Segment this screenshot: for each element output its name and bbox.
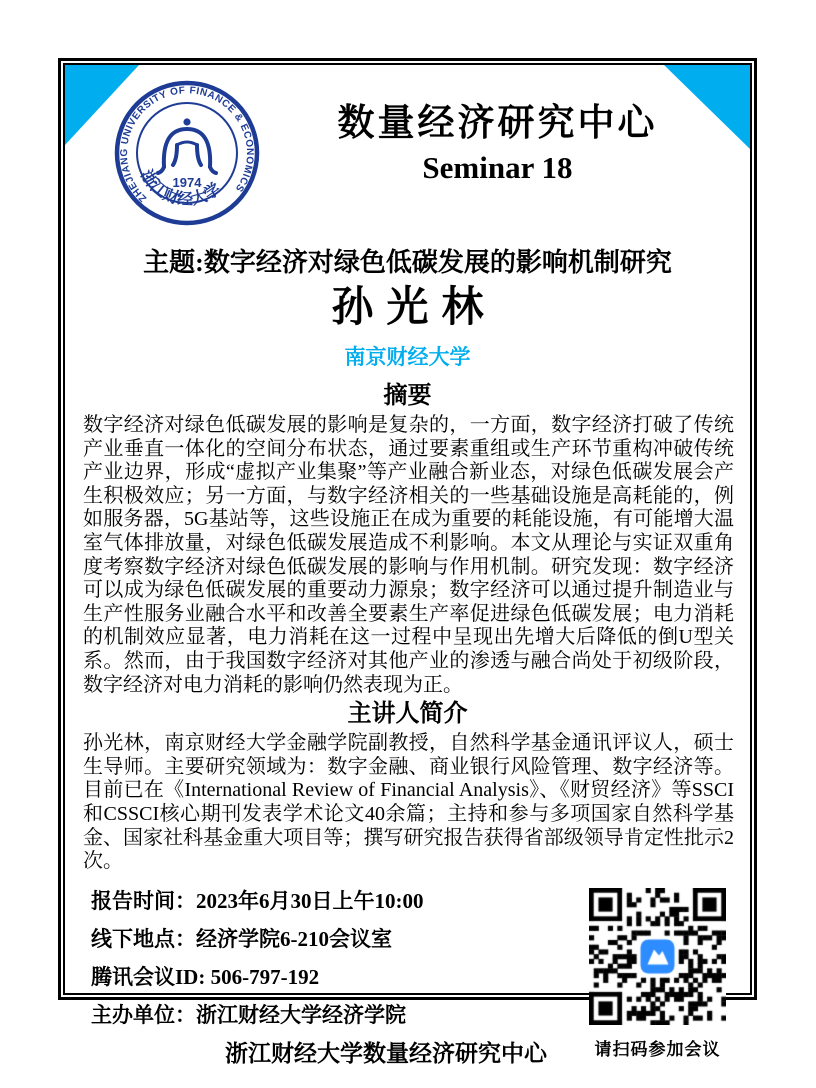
talk-topic: 主题:数字经济对绿色低碳发展的影响机制研究	[143, 248, 672, 277]
detail-location-value: 经济学院6-210会议室	[196, 926, 392, 951]
qr-caption: 请扫码参加会议	[594, 1039, 721, 1059]
bio-heading: 主讲人简介	[347, 701, 468, 728]
seal-year: 1974	[172, 175, 202, 190]
bio-body: 孙光林，南京财经大学金融学院副教授，自然科学基金通讯评议人，硕士生导师。主要研究领域为：数字金融、商业银行风险管理、数字经济等。目前已在《International Review of Financial Analysis》、《财贸经济》等SSCI和CSSCI核心期刊发表学术论文40余篇；主持和参与多项国家自然科学基金、国家社科基金重大项目等；撰写研究报告获得省部级领导肯定性批示2次。	[83, 732, 734, 873]
poster-inner-border	[63, 63, 752, 1066]
poster-content	[65, 65, 750, 1066]
detail-organizer-label: 主办单位：	[91, 1002, 196, 1027]
footer-organization: 浙江财经大学数量经济研究中心	[225, 1040, 547, 1066]
detail-time-label: 报告时间：	[91, 888, 196, 913]
qr-code	[589, 888, 726, 1025]
speaker-name: 孙光林	[331, 285, 497, 331]
abstract-heading: 摘要	[383, 383, 432, 409]
research-center-title: 数量经济研究中心	[337, 103, 658, 144]
qr-code-block	[589, 888, 726, 1060]
speaker-affiliation: 南京财经大学	[344, 345, 471, 369]
seminar-number: Seminar 18	[422, 150, 573, 185]
detail-meeting-id-value: 506-797-192	[210, 964, 320, 989]
seal-ring-text: ZHEJIANG UNIVERSITY OF FINANCE & ECONOMICS	[118, 85, 256, 204]
detail-location-label: 线下地点：	[91, 926, 196, 951]
detail-time-value: 2023年6月30日上午10:00	[196, 888, 424, 913]
poster-header	[65, 65, 750, 229]
event-details	[65, 888, 750, 1088]
seal-cn-name: 浙江财经大学	[137, 167, 224, 209]
detail-organizer-value: 浙江财经大学经济学院	[196, 1002, 406, 1027]
abstract-body: 数字经济对绿色低碳发展的影响是复杂的，一方面，数字经济打破了传统产业垂直一体化的空间分布状态，通过要素重组或生产环节重构冲破传统产业边界，形成“虚拟产业集聚”等产业融合新业态，对绿色低碳发展会产生积极效应；另一方面，与数字经济相关的一些基础设施是高耗能的，例如服务器，5G基站等，这些设施正在成为重要的耗能设施，有可能增大温室气体排放量，对绿色低碳发展造成不利影响。本文从理论与实证双重角度考察数字经济对绿色低碳发展的影响与作用机制。研究发现：数字经济可以成为绿色低碳发展的重要动力源泉；数字经济可以通过提升制造业与生产性服务业融合水平和改善全要素生产率促进绿色低碳发展；电力消耗的机制效应显著，电力消耗在这一过程中呈现出先增大后降低的倒U型关系。然而，由于我国数字经济对其他产业的渗透与融合尚处于初级阶段，数字经济对电力消耗的影响仍然表现为正。	[83, 414, 734, 696]
detail-meeting-id-label: 腾讯会议ID:	[91, 964, 211, 989]
seal-emblem	[158, 118, 216, 173]
header-titles	[263, 65, 750, 186]
university-seal-logo	[111, 77, 263, 229]
poster-border	[58, 58, 757, 1066]
